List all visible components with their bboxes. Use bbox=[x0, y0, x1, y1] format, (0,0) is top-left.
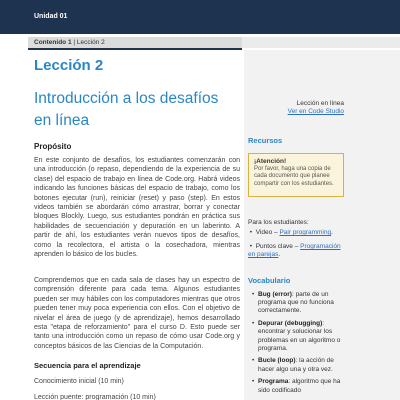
attention-box bbox=[248, 153, 344, 197]
sequence-heading: Secuencia para el aprendizaje bbox=[34, 361, 141, 370]
vocabulary-list bbox=[248, 291, 348, 399]
vocabulary-item: • Bucle (loop): la acción de hacer algo una y otra vez. bbox=[252, 357, 334, 373]
key-points-prefix: Puntos clave – bbox=[255, 243, 299, 250]
vocab-term: Depurar (debugging) bbox=[258, 320, 323, 328]
tab-underline bbox=[28, 48, 242, 50]
breadcrumb-separator: | bbox=[73, 38, 76, 46]
purpose-paragraph: En este conjunto de desafíos, los estudiantes comenzarán con una introducción (o repaso, dependiendo de la experiencia de su clase) del espacio de trabajo en línea de Code.org. Habrá videos indicando las funciones básicas del espacio de trabajo, como los botones ejecutar (run), reiniciar (reset) y paso (step). En estos videos también se abordarán cómo arrastrar, borrar y conectar bloques Blockly. Luego, sus estudiantes pondrán en práctica sus habilidades de secuenciación y depuración en un laberinto. A partir de ahí, los estudiantes verán nuevos tipos de desafíos, como la recolectora, el artista o la cosechadora, mientras aprenden lo básico de los bucles. bbox=[34, 157, 240, 259]
breadcrumb-content[interactable]: Contenido 1 bbox=[34, 38, 72, 46]
vocabulary-heading: Vocabulario bbox=[248, 276, 291, 285]
unit-label: Unidad 01 bbox=[34, 13, 68, 20]
vocabulary-item: • Depurar (debugging): encontrar y solucionar los problemas en un algoritmo o programa. bbox=[252, 320, 341, 352]
code-studio-link[interactable]: Ver en Code Studio bbox=[287, 108, 344, 115]
attention-title: ¡Atención! bbox=[254, 158, 287, 165]
vocab-term: Bucle (loop) bbox=[258, 357, 296, 365]
video-resource: • Video – Pair programming. bbox=[248, 229, 333, 236]
for-students-label: Para los estudiantes: bbox=[248, 219, 309, 226]
online-lesson-label: Lección en línea bbox=[296, 100, 344, 107]
page-title: Lección 2 bbox=[34, 57, 104, 74]
vocab-term: Programa bbox=[258, 378, 289, 386]
resources-heading: Recursos bbox=[248, 136, 283, 145]
pair-programming-keys-link[interactable]: Programación en parejas bbox=[248, 243, 341, 259]
vocab-definition: : parte de un programa que no funciona correctamente. bbox=[258, 291, 334, 315]
vocab-definition: : encontrar y solucionar los problemas en un algoritmo o programa. bbox=[258, 320, 341, 352]
breadcrumb-lesson[interactable]: Lección 2 bbox=[76, 38, 105, 46]
vocabulary-item: • Programa: algoritmo que ha sido codificado bbox=[252, 378, 341, 394]
key-points-resource: • Puntos clave – Programación en parejas. bbox=[248, 243, 341, 259]
purpose-heading: Propósito bbox=[34, 142, 72, 151]
pair-programming-link[interactable]: Pair programming bbox=[279, 229, 332, 236]
sequence-item: Conocimiento inicial (10 min) bbox=[34, 378, 124, 385]
header-bar bbox=[0, 0, 400, 34]
lesson-subtitle: Introducción a los desafíos en línea bbox=[34, 90, 219, 129]
video-prefix: Video – bbox=[255, 229, 278, 236]
vocab-definition: : algoritmo que ha sido codificado bbox=[258, 378, 341, 394]
vocabulary-item: • Bug (error): parte de un programa que no funciona correctamente. bbox=[252, 291, 334, 315]
context-paragraph: Comprendemos que en cada sala de clases hay un espectro de comprensión diferente para cada tema. Algunos estudiantes pueden ser muy hábiles con los computadores mientras que otros pueden tener muy poca experiencia con ellos. Con el objetivo de nivelar el área de juego (y de aprendizaje), hemos desarrollado esta "etapa de reforzamiento" para el curso D. Esto puede ser tanto una introducción como un repaso de cómo usar Code.org y conceptos básicos de las Ciencias de la Computación. bbox=[34, 277, 240, 350]
vocab-term: Bug (error) bbox=[258, 291, 292, 298]
online-lesson-block bbox=[248, 100, 344, 116]
attention-text: Por favor, haga una copia de cada documento que planee compartir con los estudiantes. bbox=[254, 166, 334, 187]
breadcrumb bbox=[34, 39, 105, 46]
sequence-item: Lección puente: programación (10 min) bbox=[34, 394, 156, 400]
vocab-definition: : la acción de hacer algo una y otra vez. bbox=[258, 357, 334, 373]
